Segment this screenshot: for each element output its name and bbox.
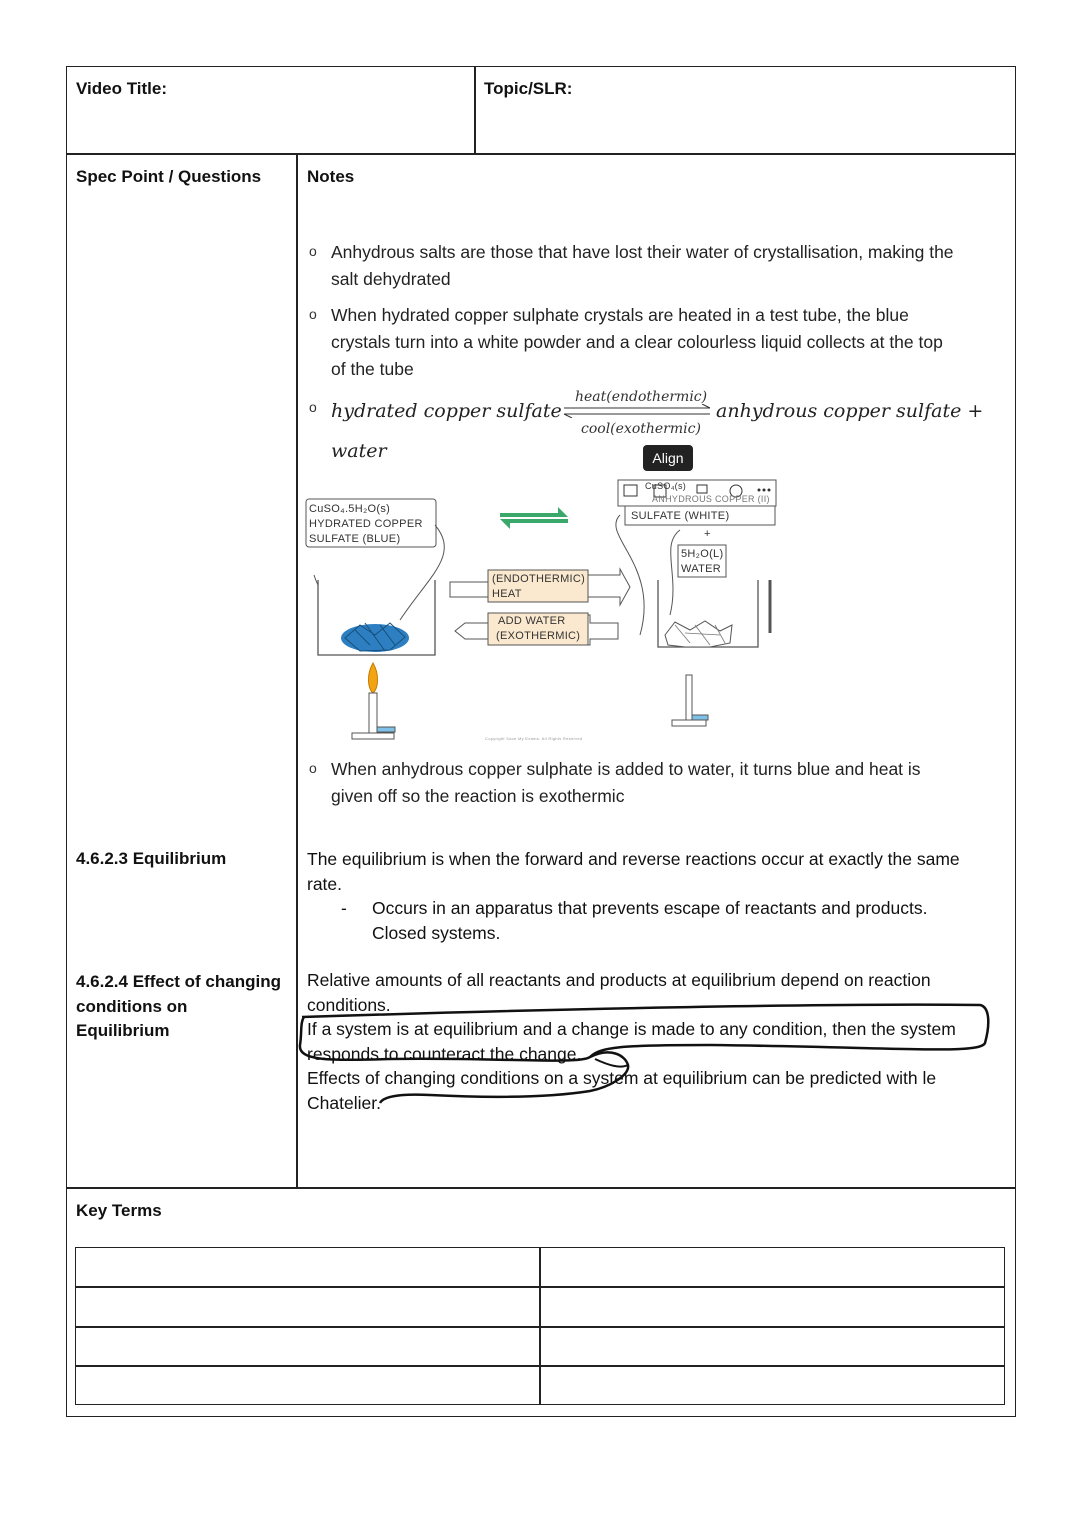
equilibrium-harpoon-icon	[562, 404, 714, 418]
note-line: given off so the reaction is exothermic	[331, 786, 625, 806]
equation-condition-heat: heat(endothermic)	[575, 389, 708, 405]
bullet-marker: o	[309, 399, 317, 415]
diagram-text: ADD WATER	[498, 615, 566, 627]
video-title-label: Video Title:	[76, 79, 168, 98]
diagram-text: WATER	[681, 563, 721, 575]
exothermic-label	[496, 614, 580, 644]
plus-sign: +	[704, 528, 711, 540]
note-bullet-1	[331, 239, 954, 293]
topic-label: Topic/SLR:	[484, 79, 573, 98]
spec-point-effect-of-conditions	[76, 970, 281, 1044]
bunsen-burner-right	[672, 675, 708, 726]
note-line: salt dehydrated	[331, 269, 451, 289]
equilibrium-notes	[307, 847, 1007, 896]
spec-line: 4.6.2.4 Effect of changing	[76, 972, 281, 991]
copper-sulfate-diagram	[300, 475, 800, 755]
spec-line: Equilibrium	[76, 1021, 170, 1040]
water-label	[681, 547, 723, 577]
equilibrium-arrows-icon	[500, 507, 568, 529]
notes-column-label: Notes	[307, 167, 355, 186]
note-line: The equilibrium is when the forward and reverse reactions occur at exactly the same	[307, 849, 960, 869]
equation-condition-cool: cool(exothermic)	[581, 421, 701, 437]
anhydrous-label: SULFATE (WHITE)	[631, 510, 730, 522]
bullet-marker: o	[309, 306, 317, 322]
note-line: When anhydrous copper sulphate is added to water, it turns blue and heat is	[331, 759, 921, 779]
diagram-text: 5H₂O(L)	[681, 548, 724, 560]
note-bullet-2	[331, 302, 943, 383]
diagram-text: HYDRATED COPPER	[309, 518, 423, 530]
note-line: When hydrated copper sulphate crystals are heated in a test tube, the blue	[331, 305, 909, 325]
note-bullet-3	[331, 756, 921, 810]
equation-product: anhydrous copper sulfate +	[716, 400, 984, 422]
key-terms-top-line	[66, 1187, 1016, 1189]
note-line: responds to counteract the change.	[307, 1043, 582, 1064]
diagram-text: HEAT	[492, 588, 522, 600]
diagram-text: (ENDOTHERMIC)	[492, 573, 586, 585]
anhydrous-label-top: CuSO₄(s)	[645, 481, 687, 491]
anhydrous-label-mid: ANHYDROUS COPPER (II)	[652, 494, 770, 504]
dash-marker: -	[341, 898, 347, 918]
bullet-marker: o	[309, 760, 317, 776]
note-line: Effects of changing conditions on a system at equilibrium can be predicted with le	[307, 1068, 937, 1088]
diagram-text: (EXOTHERMIC)	[496, 630, 581, 642]
key-terms-col-divider	[539, 1248, 541, 1404]
white-crystals	[665, 621, 732, 647]
key-terms-table[interactable]	[75, 1247, 1005, 1405]
key-terms-label: Key Terms	[76, 1201, 162, 1220]
note-line: Relative amounts of all reactants and products at equilibrium depend on reaction	[307, 970, 931, 990]
note-line: crystals turn into a white powder and a clear colourless liquid collects at the top	[331, 332, 943, 352]
bunsen-burner-left	[352, 663, 395, 739]
bullet-marker: o	[309, 243, 317, 259]
endothermic-label	[492, 572, 585, 602]
align-button[interactable]: Align	[643, 445, 693, 471]
hydrated-label	[309, 502, 423, 547]
note-line: If a system is at equilibrium and a change is made to any condition, then the system	[307, 1019, 956, 1039]
copyright-text: Copyright Save My Exams. All Rights Reserved	[485, 736, 583, 741]
diagram-text: CuSO₄.5H₂O(s)	[309, 503, 391, 515]
note-line: Closed systems.	[372, 922, 501, 943]
note-line: Anhydrous salts are those that have lost their water of crystallisation, making the	[331, 242, 954, 262]
equation-water: water	[331, 440, 387, 462]
note-line: conditions.	[307, 994, 391, 1015]
blue-crystals	[341, 623, 409, 652]
note-line: of the tube	[331, 359, 414, 379]
spec-line: conditions on	[76, 996, 188, 1016]
note-line: rate.	[307, 873, 343, 894]
note-line: Chatelier.	[307, 1092, 381, 1113]
note-line: Occurs in an apparatus that prevents escape of reactants and products.	[372, 898, 928, 918]
handwritten-annotation	[290, 995, 1000, 1115]
equilibrium-subnotes	[372, 896, 927, 945]
header-bottom-line	[66, 153, 1016, 155]
header-divider	[474, 66, 476, 154]
spec-column-label: Spec Point / Questions	[76, 167, 262, 186]
spec-point-equilibrium: 4.6.2.3 Equilibrium	[76, 849, 227, 868]
diagram-text: SULFATE (BLUE)	[309, 533, 401, 545]
equation-reactant: hydrated copper sulfate	[331, 400, 562, 422]
